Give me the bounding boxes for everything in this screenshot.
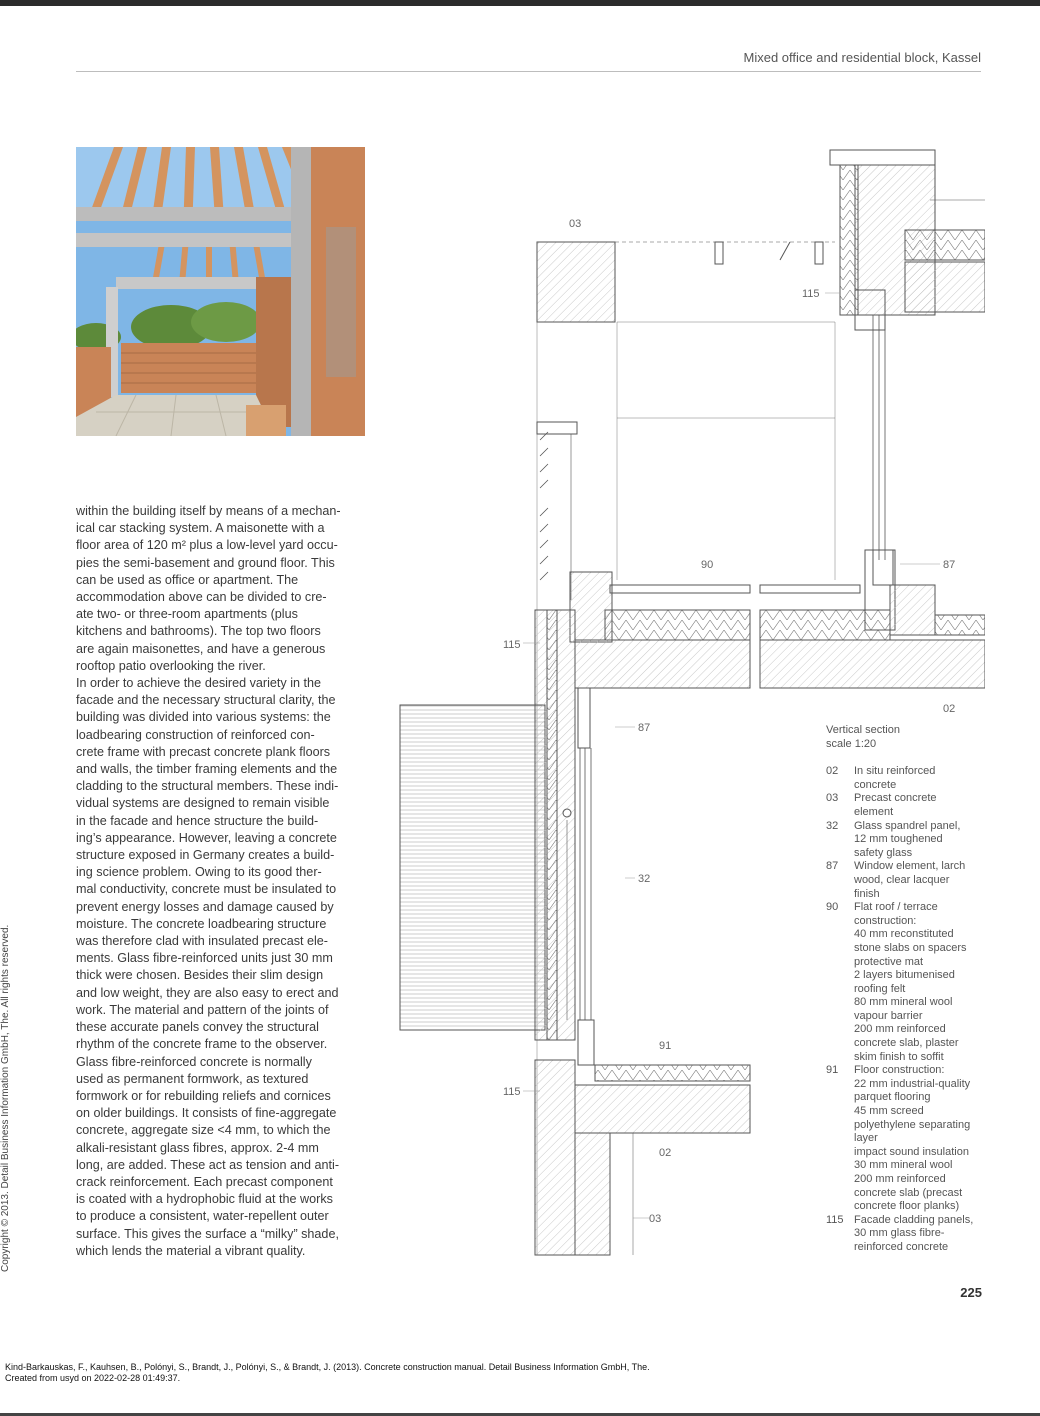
legend-item-text: Facade cladding panels, 30 mm glass fibre- reinforced concrete <box>854 1213 974 1253</box>
legend-title-line-2: scale 1:20 <box>826 737 877 750</box>
legend-item-number: 91 <box>826 1064 839 1077</box>
body-text <box>76 503 368 1260</box>
legend-item-number: 87 <box>826 860 839 873</box>
drawing-legend <box>826 724 996 1255</box>
legend-item-number: 115 <box>826 1213 844 1226</box>
page-number: 225 <box>960 1285 982 1300</box>
legend-item <box>826 820 996 861</box>
running-title: Mixed office and residential block, Kassel <box>743 50 981 65</box>
label-115-mid: 115 <box>503 639 521 651</box>
side-copyright-notice: Copyright © 2013. Detail Business Information GmbH, The. All rights reserved. <box>0 924 11 1272</box>
legend-item-number: 90 <box>826 901 839 914</box>
label-115-top: 115 <box>802 288 820 300</box>
label-115-bottom: 115 <box>503 1086 521 1098</box>
label-02-bottom: 02 <box>659 1147 672 1159</box>
legend-item-text: In situ reinforced concrete <box>854 765 936 791</box>
label-02-right: 02 <box>943 703 956 715</box>
legend-title-line-1: Vertical section <box>826 724 900 736</box>
label-32: 32 <box>638 873 651 885</box>
body-paragraph-1: within the building itself by means of a mechan- ical car stacking system. A maisonette with a floor area of 120 m² plus a low-level yard occu- pies the semi-basement and ground floor. This can be used as office or apartment. The accommodation above can be divided to cre- ate two- or three-room apartments (plus kitchens and bathrooms). The top two floors are again maisonettes, and have a generous rooftop patio overlooking the river. <box>76 504 341 673</box>
citation-line-1: Kind-Barkauskas, F., Kauhsen, B., Polónyi, S., Brandt, J., Polónyi, S., & Brandt, J. (2013). Concrete construction manual. Detail Business Information GmbH, The. <box>5 1362 650 1372</box>
legend-item <box>826 860 996 901</box>
citation-line-2: Created from usyd on 2022-02-28 01:49:37. <box>5 1373 181 1383</box>
citation-footer <box>5 1362 650 1384</box>
photo-illustration <box>76 147 365 436</box>
rooftop-patio-photo <box>76 147 365 436</box>
label-03-top: 03 <box>569 218 582 230</box>
label-87-mid: 87 <box>638 722 651 734</box>
legend-item <box>826 901 996 1064</box>
legend-item <box>826 1214 996 1255</box>
header-rule <box>76 71 981 72</box>
top-border <box>0 0 1040 6</box>
legend-item-number: 32 <box>826 819 839 832</box>
legend-item-text: Glass spandrel panel, 12 mm toughened safety glass <box>854 819 961 859</box>
label-03-bottom: 03 <box>649 1213 662 1225</box>
legend-title <box>826 724 996 751</box>
label-90: 90 <box>701 559 714 571</box>
legend-item-number: 02 <box>826 765 839 778</box>
legend-item <box>826 792 996 819</box>
legend-item-text: Flat roof / terrace construction: 40 mm reconstituted stone slabs on spacers protective mat 2 layers bitumenised roofing felt 80 mm mineral wool vapour barrier 200 mm reinforced concrete slab, plaster skim finish to soffit <box>854 901 967 1063</box>
legend-item-number: 03 <box>826 792 839 805</box>
legend-item-text: Floor construction: 22 mm industrial-quality parquet flooring 45 mm screed polyethylene separating layer impact sound insulation 30 mm mineral wool 200 mm reinforced concrete slab (precast concrete floor planks) <box>854 1064 971 1213</box>
legend-item <box>826 1064 996 1214</box>
legend-item-text: Window element, larch wood, clear lacquer finish <box>854 860 966 900</box>
legend-item-text: Precast concrete element <box>854 792 937 818</box>
legend-item <box>826 765 996 792</box>
label-87-top: 87 <box>943 559 956 571</box>
label-91: 91 <box>659 1040 672 1052</box>
body-paragraph-2: In order to achieve the desired variety in the facade and the necessary structural clarity, the building was divided into various systems: the loadbearing construction of reinforced con- crete frame with precast concrete plank floors and walls, the timber framing elements and the cladding to the structural members. These indi- vidual systems are designed to remain visible in the facade and hence structure the build- ing’s appearance. However, leaving a concrete structure exposed in Germany creates a build- ing science problem. Owing to its good ther- mal conductivity, concrete must be insulated to prevent energy losses and damage caused by moisture. The concrete loadbearing structure was therefore clad with insulated precast ele- ments. Glass fibre-reinforced units just 30 mm thick were chosen. Besides their slim design and low weight, they are also easy to erect and work. The material and pattern of the joints of these accurate panels convey the structural rhythm of the concrete frame to the observer. Glass fibre-reinforced concrete is normally used as permanent formwork, as textured formwork or for rebuilding reliefs and cornices on older buildings. It consists of fine-aggregate concrete, aggregate size <4 mm, to which the alkali-resistant glass fibres, approx. 2-4 mm long, are added. These act as tension and anti- crack reinforcement. Each precast component is coated with a hydrophobic fluid at the works to produce a consistent, water-repellent outer surface. This gives the surface a “milky” shade, which lends the material a vibrant quality. <box>76 676 340 1258</box>
